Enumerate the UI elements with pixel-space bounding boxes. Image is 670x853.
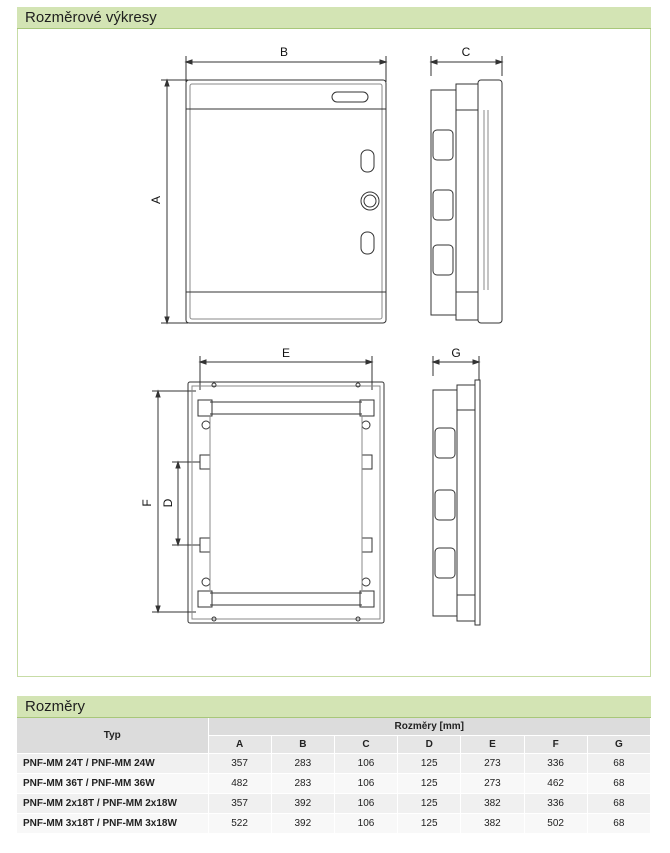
value-cell: 336 bbox=[524, 794, 587, 814]
back-side-view-drawing bbox=[433, 346, 480, 625]
value-cell: 125 bbox=[398, 814, 461, 834]
value-cell: 357 bbox=[208, 794, 271, 814]
value-cell: 106 bbox=[334, 814, 397, 834]
value-cell: 68 bbox=[587, 754, 650, 774]
front-view-drawing bbox=[149, 45, 386, 323]
column-header: D bbox=[398, 736, 461, 754]
value-cell: 502 bbox=[524, 814, 587, 834]
column-header: C bbox=[334, 736, 397, 754]
value-cell: 482 bbox=[208, 774, 271, 794]
value-cell: 336 bbox=[524, 754, 587, 774]
value-cell: 106 bbox=[334, 794, 397, 814]
value-cell: 68 bbox=[587, 814, 650, 834]
dim-label-g: G bbox=[451, 346, 461, 360]
value-cell: 106 bbox=[334, 754, 397, 774]
table-section-title: Rozměry bbox=[17, 696, 651, 718]
value-cell: 125 bbox=[398, 794, 461, 814]
back-view-drawing bbox=[140, 346, 384, 623]
value-cell: 462 bbox=[524, 774, 587, 794]
value-cell: 392 bbox=[271, 814, 334, 834]
table-row bbox=[17, 794, 651, 814]
type-cell: PNF-MM 2x18T / PNF-MM 2x18W bbox=[17, 794, 208, 814]
value-cell: 273 bbox=[461, 754, 524, 774]
column-header: B bbox=[271, 736, 334, 754]
table-row bbox=[17, 814, 651, 834]
dim-label-f: F bbox=[140, 499, 154, 507]
value-cell: 382 bbox=[461, 794, 524, 814]
type-column-header: Typ bbox=[17, 718, 208, 754]
value-cell: 273 bbox=[461, 774, 524, 794]
type-cell: PNF-MM 3x18T / PNF-MM 3x18W bbox=[17, 814, 208, 834]
dim-label-b: B bbox=[279, 45, 289, 59]
value-cell: 382 bbox=[461, 814, 524, 834]
value-cell: 125 bbox=[398, 754, 461, 774]
dim-label-d: D bbox=[161, 498, 175, 508]
dim-label-a: A bbox=[149, 195, 163, 205]
value-cell: 106 bbox=[334, 774, 397, 794]
value-cell: 283 bbox=[271, 774, 334, 794]
type-cell: PNF-MM 36T / PNF-MM 36W bbox=[17, 774, 208, 794]
value-cell: 283 bbox=[271, 754, 334, 774]
drawings-section-title: Rozměrové výkresy bbox=[17, 7, 651, 29]
type-cell: PNF-MM 24T / PNF-MM 24W bbox=[17, 754, 208, 774]
value-cell: 392 bbox=[271, 794, 334, 814]
dimensions-column-header: Rozměry [mm] bbox=[208, 718, 651, 736]
column-header: E bbox=[461, 736, 524, 754]
value-cell: 522 bbox=[208, 814, 271, 834]
column-header: A bbox=[208, 736, 271, 754]
column-header: F bbox=[524, 736, 587, 754]
column-header: G bbox=[587, 736, 650, 754]
value-cell: 68 bbox=[587, 774, 650, 794]
dimensions-table bbox=[17, 718, 651, 834]
side-view-drawing bbox=[431, 45, 502, 323]
table-row bbox=[17, 754, 651, 774]
value-cell: 125 bbox=[398, 774, 461, 794]
value-cell: 357 bbox=[208, 754, 271, 774]
value-cell: 68 bbox=[587, 794, 650, 814]
table-row bbox=[17, 774, 651, 794]
dim-label-c: C bbox=[461, 45, 471, 59]
dim-label-e: E bbox=[281, 346, 291, 360]
